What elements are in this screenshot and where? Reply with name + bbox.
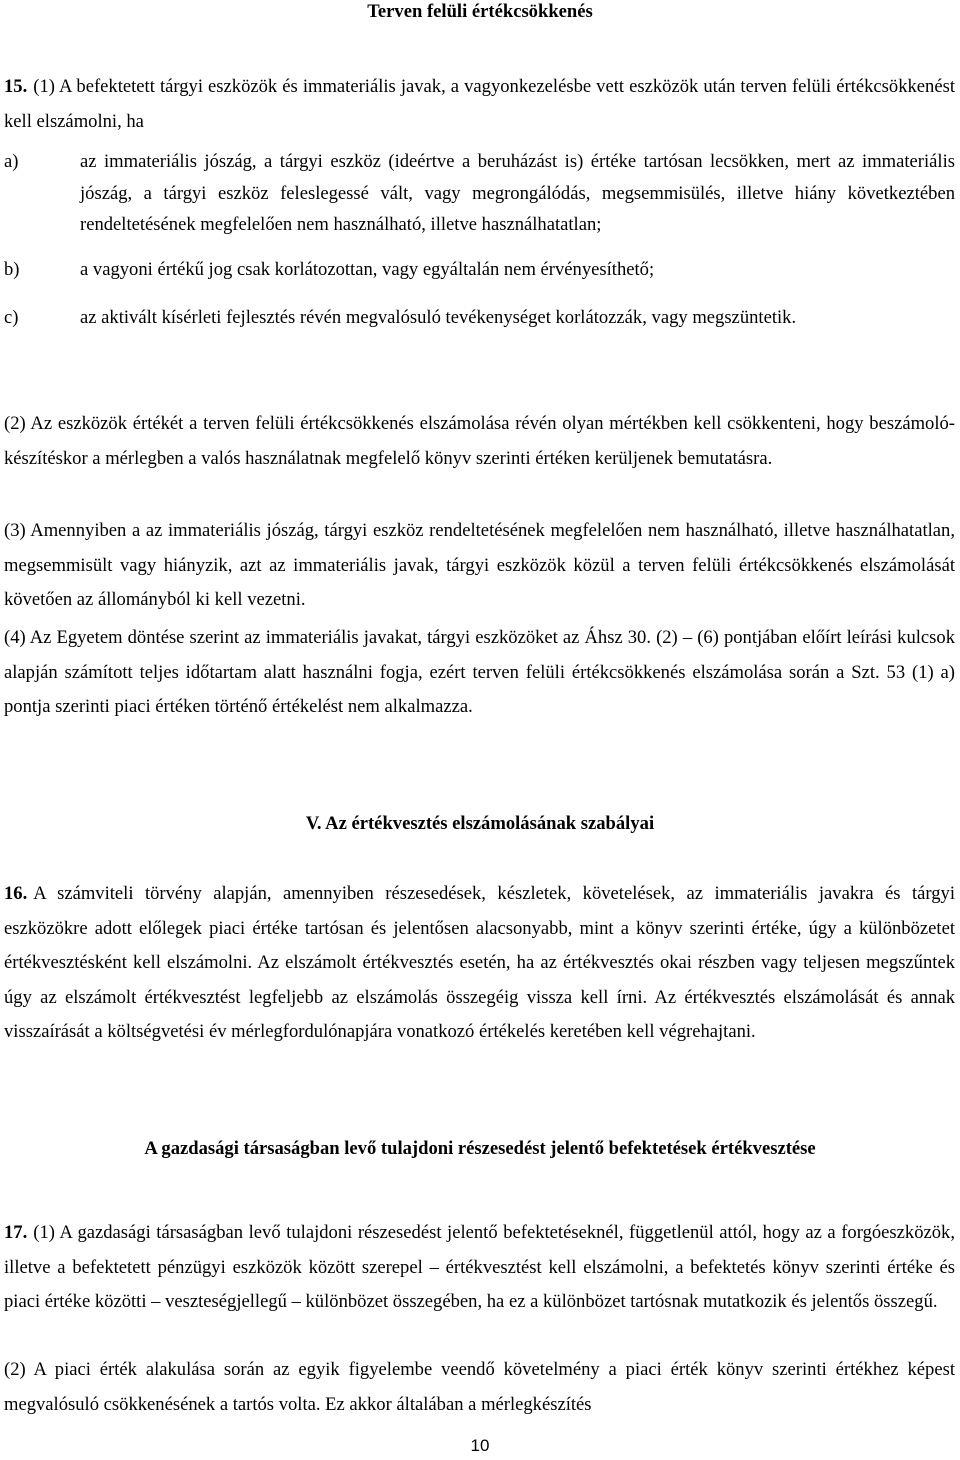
paragraph-15-3: (3) Amennyiben a az immateriális jószág, tárgyi eszköz rendeltetésének megfelelően nem használható, illetve használhatatlan, megsemmisült vagy hiányzik, azt az immateriális javak, tárgyi eszközök közül a terven felüli értékcsökkenés elszámolását követően az állományból ki kell vezetni. xyxy=(4,520,955,610)
list-item-text: a vagyoni értékű jog csak korlátozottan, vagy egyáltalán nem érvényesíthető; xyxy=(80,258,655,280)
page-number: 10 xyxy=(470,1436,490,1455)
paragraph-17-2: (2) A piaci érték alakulása során az egyik figyelembe veendő követelmény a piaci érték könyv szerinti értékhez képest megvalósuló csökkenésének a tartós volta. Ez akkor általában a mérlegkészítés xyxy=(4,1359,955,1415)
paragraph-15-2: (2) Az eszközök értékét a terven felüli értékcsökkenés elszámolása révén olyan mértékben kell csökkenteni, hogy beszámoló-készítéskor a mérlegben a valós használatnak megfelelő könyv szerinti értéken kerüljenek bemutatásra. xyxy=(4,413,955,469)
list-marker: a) xyxy=(4,151,19,172)
list-item-c xyxy=(4,302,955,334)
subheading: A gazdasági társaságban levő tulajdoni részesedést jelentő befektetések értékvesztése xyxy=(144,1138,816,1159)
section-number-16: 16. xyxy=(4,883,28,904)
list-item-text: az immateriális jószág, a tárgyi eszköz (ideértve a beruházást is) értéke tartósan lecsökken, mert az immateriális jószág, a tárgyi eszköz feleslegessé vált, vagy megrongálódás, megsemmisülés, illetve hiány következtében rendeltetésének megfelelően nem használható, illetve használhatatlan; xyxy=(80,151,955,235)
paragraph-16 xyxy=(4,877,955,1050)
condition-list xyxy=(4,146,955,334)
list-item-a xyxy=(4,146,955,241)
paragraph-15-intro: (1) A befektetett tárgyi eszközök és immateriális javak, a vagyonkezelésbe vett eszközök után terven felüli értékcsökkenést kell elszámolni, ha xyxy=(4,76,955,132)
paragraph-16-text: A számviteli törvény alapján, amennyiben részesedések, készletek, követelések, az immateriális javakra és tárgyi eszközökre adott előlegek piaci értéke tartósan és jelentősen alacsonyabb, mint a könyv szerinti értéke, úgy a különbözetet értékvesztésként kell elszámolni. Az elszámolt értékvesztés esetén, ha az értékvesztés okai részben vagy teljesen megszűntek úgy az elszámolt értékvesztést legfeljebb az elszámolás összegéig vissza kell írni. Az értékvesztés elszámolását és annak visszaírását a költségvetési év mérlegfordulónapjára vonatkozó értékelés keretében kell végrehajtani. xyxy=(4,883,955,1042)
paragraph-17-1-text: (1) A gazdasági társaságban levő tulajdoni részesedést jelentő befektetéseknél, függetlenül attól, hogy az a forgóeszközök, illetve a befektetett pénzügyi eszközök között szerepel – értékvesztést kell elszámolni, a befektetés könyv szerinti értéke és piaci értéke közötti – veszteségjellegű – különbözet összegében, ha ez a különbözet tartósnak mutatkozik és jelentős összegű. xyxy=(4,1222,955,1312)
paragraph-17-1 xyxy=(4,1216,955,1320)
list-item-b xyxy=(4,254,955,286)
list-item-text: az aktivált kísérleti fejlesztés révén megvalósuló tevékenységet korlátozzák, vagy megszüntetik. xyxy=(80,307,797,328)
section-heading: Terven felüli értékcsökkenés xyxy=(367,1,593,22)
chapter-title: V. Az értékvesztés elszámolásának szabályai xyxy=(305,813,655,834)
section-number-17: 17. xyxy=(4,1222,28,1243)
section-number-15: 15. xyxy=(4,76,28,97)
paragraph-15-1 xyxy=(4,70,955,139)
list-marker: b) xyxy=(4,258,20,280)
list-marker: c) xyxy=(4,307,19,328)
paragraph-15-4: (4) Az Egyetem döntése szerint az immateriális javakat, tárgyi eszközöket az Áhsz 30. (2) – (6) pontjában előírt leírási kulcsok alapján számított teljes időtartam alatt használni fogja, ezért terven felüli értékcsökkenés elszámolása során a Szt. 53 (1) a) pontja szerinti piaci értéken történő értékelést nem alkalmazza. xyxy=(4,627,955,717)
